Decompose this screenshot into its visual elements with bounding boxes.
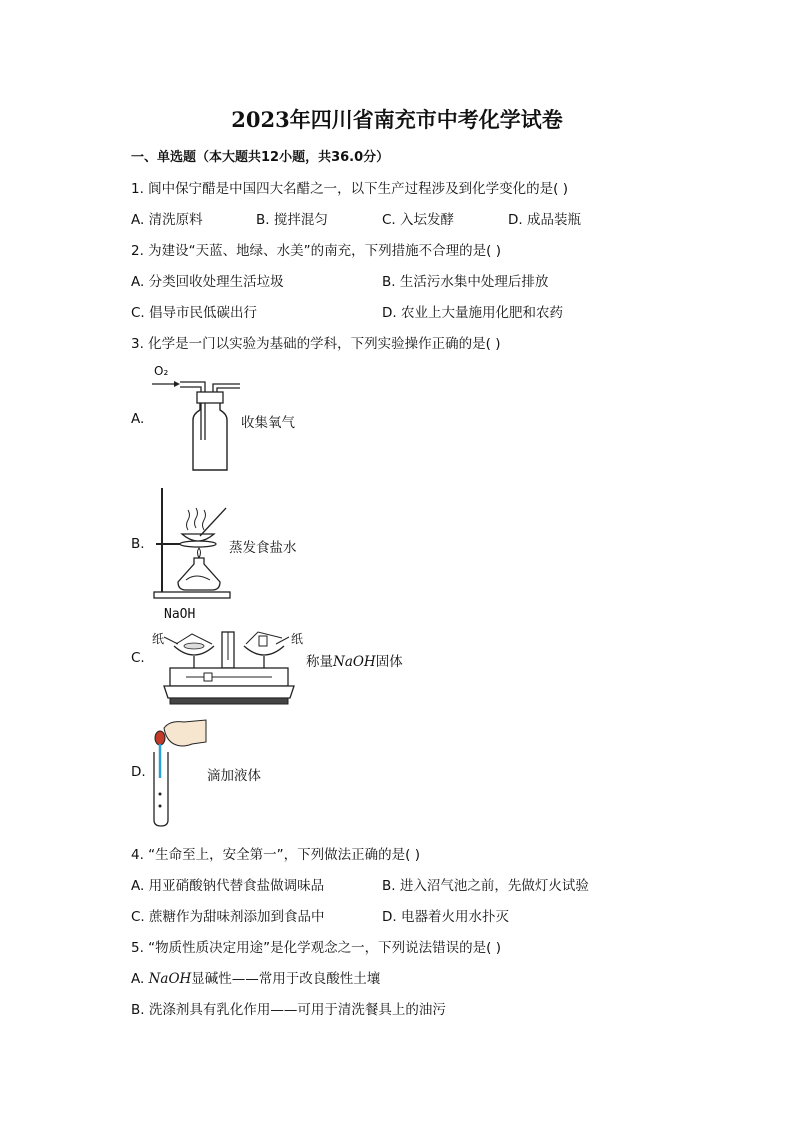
question-2-stem: 2. 为建设“天蓝、地绿、水美”的南充，下列措施不合理的是( ) — [131, 243, 501, 259]
question-4-stem: 4. “生命至上，安全第一”，下列做法正确的是( ) — [131, 847, 420, 863]
naoh-reagent-label: NaOH — [164, 607, 196, 622]
q2-option-d[interactable]: D. 农业上大量施用化肥和农药 — [382, 305, 563, 321]
q5-option-a[interactable]: A. NaOH显碱性——常用于改良酸性土壤 — [131, 971, 381, 987]
gas-bottle-diagram — [150, 378, 250, 473]
q3-option-c-letter[interactable]: C. — [131, 650, 145, 666]
q4-option-c[interactable]: C. 蔗糖作为甜味剂添加到食品中 — [131, 909, 325, 925]
q3-option-a-caption: 收集氧气 — [241, 415, 295, 431]
dropper-diagram — [150, 716, 212, 830]
q3-option-a-letter[interactable]: A. — [131, 411, 145, 427]
q2-option-a[interactable]: A. 分类回收处理生活垃圾 — [131, 274, 284, 290]
q4-option-d[interactable]: D. 电器着火用水扑灭 — [382, 909, 509, 925]
q1-option-a[interactable]: A. 清洗原料 — [131, 212, 203, 228]
paper-label-left: 纸 — [152, 632, 165, 646]
q3-option-b-letter[interactable]: B. — [131, 536, 145, 552]
q3-option-d-letter[interactable]: D. — [131, 764, 146, 780]
page-title: 2023年四川省南充市中考化学试卷 — [231, 107, 563, 132]
section-header: 一、单选题（本大题共12小题，共36.0分） — [131, 150, 390, 165]
q1-option-b[interactable]: B. 搅拌混匀 — [256, 212, 328, 228]
q2-option-b[interactable]: B. 生活污水集中处理后排放 — [382, 274, 549, 290]
question-3-stem: 3. 化学是一门以实验为基础的学科，下列实验操作正确的是( ) — [131, 336, 501, 352]
q4-option-a[interactable]: A. 用亚硝酸钠代替食盐做调味品 — [131, 878, 325, 894]
q2-option-c[interactable]: C. 倡导市民低碳出行 — [131, 305, 258, 321]
q3-option-b-caption: 蒸发食盐水 — [229, 540, 297, 556]
question-1-stem: 1. 阆中保宁醋是中国四大名醋之一，以下生产过程涉及到化学变化的是( ) — [131, 181, 568, 197]
evaporation-diagram — [150, 486, 240, 601]
q3-option-c-caption: 称量NaOH固体 — [306, 654, 403, 670]
q3-option-d-caption: 滴加液体 — [207, 768, 261, 784]
oxygen-label: O₂ — [154, 364, 169, 378]
balance-diagram — [164, 624, 294, 708]
q1-option-d[interactable]: D. 成品装瓶 — [508, 212, 581, 228]
q4-option-b[interactable]: B. 进入沼气池之前，先做灯火试验 — [382, 878, 589, 894]
question-5-stem: 5. “物质性质决定用途”是化学观念之一，下列说法错误的是( ) — [131, 940, 501, 956]
paper-label-right: 纸 — [291, 632, 304, 646]
q1-option-c[interactable]: C. 入坛发酵 — [382, 212, 455, 228]
q5-option-b[interactable]: B. 洗涤剂具有乳化作用——可用于清洗餐具上的油污 — [131, 1002, 446, 1018]
